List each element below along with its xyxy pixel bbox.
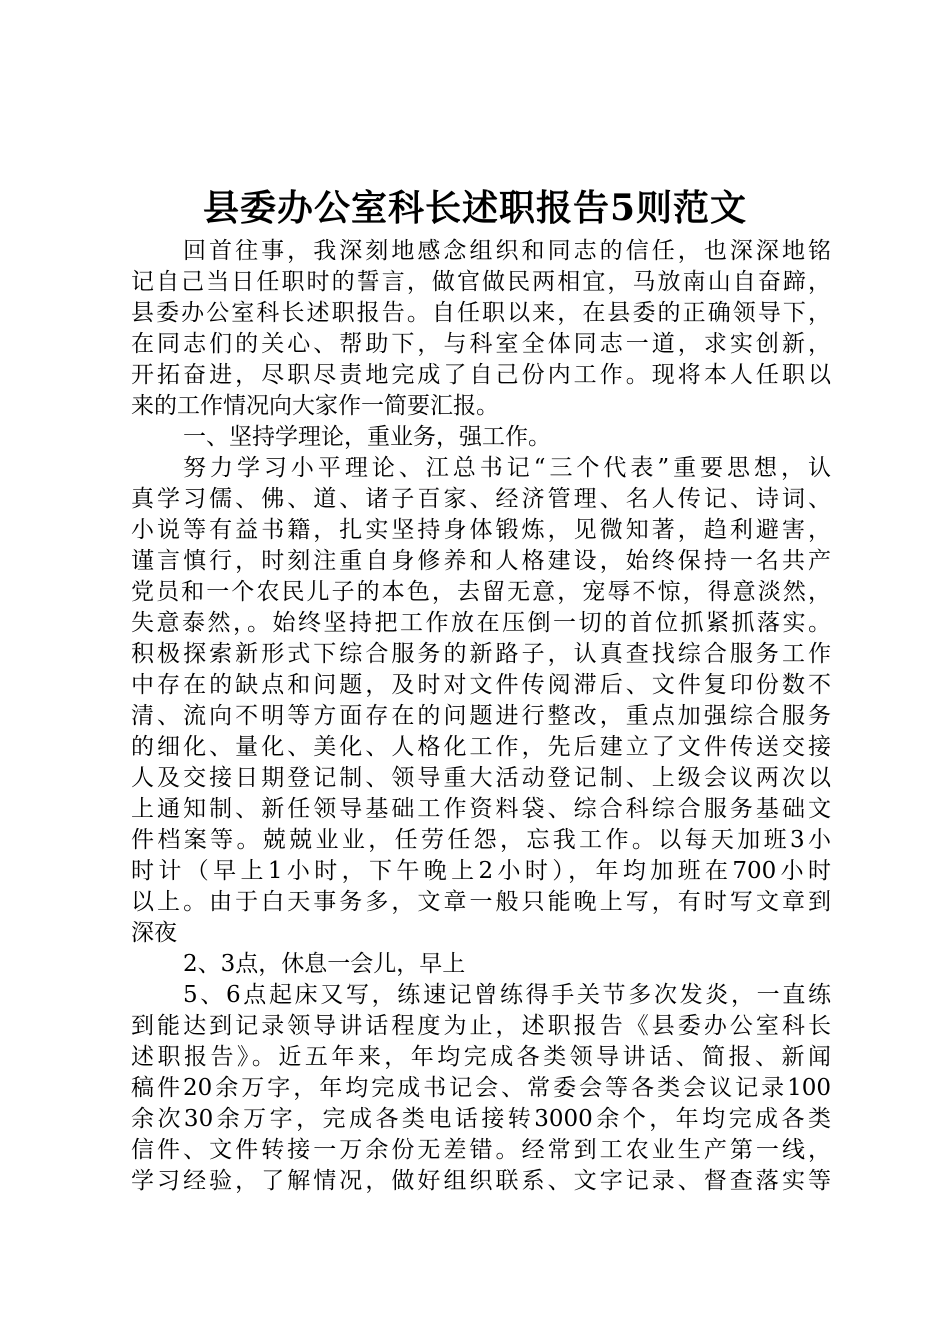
text-line: 时计（早上1小时，下午晚上2小时），年均加班在700小时 — [131, 858, 831, 884]
text-line: 的细化、量化、美化、人格化工作，先后建立了文件传送交接 — [131, 734, 831, 760]
text-line: 失意泰然，。始终坚持把工作放在压倒一切的首位抓紧抓落实。 — [131, 610, 831, 636]
text-line: 清、流向不明等方面存在的问题进行整改，重点加强综合服务 — [131, 703, 831, 729]
text-line: 述职报告》。近五年来，年均完成各类领导讲话、简报、新闻 — [131, 1044, 831, 1070]
text-line: 信件、文件转接一万余份无差错。经常到工农业生产第一线， — [131, 1137, 831, 1163]
document-title: 县委办公室科长述职报告5则范文 — [202, 187, 748, 229]
text-line: 努力学习小平理论、江总书记“三个代表”重要思想，认 — [183, 455, 831, 481]
text-line: 到能达到记录领导讲话程度为止，述职报告《县委办公室科长 — [131, 1013, 831, 1039]
text-line: 党员和一个农民儿子的本色，去留无意，宠辱不惊，得意淡然， — [131, 579, 831, 605]
text-line: 深夜 — [131, 920, 177, 946]
text-line: 件档案等。兢兢业业，任劳任怨，忘我工作。以每天加班3小 — [131, 827, 831, 853]
text-line: 记自己当日任职时的誓言，做官做民两相宜，马放南山自奋蹄， — [131, 269, 831, 295]
text-line: 在同志们的关心、帮助下，与科室全体同志一道，求实创新， — [131, 331, 831, 357]
text-line: 中存在的缺点和问题，及时对文件传阅滞后、文件复印份数不 — [131, 672, 831, 698]
text-line: 稿件20余万字，年均完成书记会、常委会等各类会议记录100 — [131, 1075, 831, 1101]
text-line: 回首往事，我深刻地感念组织和同志的信任，也深深地铭 — [183, 238, 831, 264]
text-line: 以上。由于白天事务多，文章一般只能晚上写，有时写文章到 — [131, 889, 831, 915]
text-line: 余次30余万字，完成各类电话接转3000余个，年均完成各类 — [131, 1106, 831, 1132]
text-line: 县委办公室科长述职报告。自任职以来，在县委的正确领导下， — [131, 300, 831, 326]
text-line: 开拓奋进，尽职尽责地完成了自己份内工作。现将本人任职以 — [131, 362, 831, 388]
text-line: 真学习儒、佛、道、诸子百家、经济管理、名人传记、诗词、 — [131, 486, 831, 512]
text-line: 上通知制、新任领导基础工作资料袋、综合科综合服务基础文 — [131, 796, 831, 822]
text-line: 来的工作情况向大家作一简要汇报。 — [131, 393, 499, 419]
text-line: 人及交接日期登记制、领导重大活动登记制、上级会议两次以 — [131, 765, 831, 791]
text-line: 积极探索新形式下综合服务的新路子，认真查找综合服务工作 — [131, 641, 831, 667]
text-line: 谨言慎行，时刻注重自身修养和人格建设，始终保持一名共产 — [131, 548, 831, 574]
text-line: 2、3点，休息一会儿，早上 — [183, 951, 466, 977]
document-body — [131, 236, 831, 1197]
text-line: 5、6点起床又写，练速记曾练得手关节多次发炎，一直练 — [183, 982, 831, 1008]
text-line: 一、坚持学理论，重业务，强工作。 — [183, 424, 551, 450]
text-line: 小说等有益书籍，扎实坚持身体锻炼，见微知著，趋利避害， — [131, 517, 831, 543]
text-line: 学习经验，了解情况，做好组织联系、文字记录、督查落实等 — [131, 1168, 831, 1194]
